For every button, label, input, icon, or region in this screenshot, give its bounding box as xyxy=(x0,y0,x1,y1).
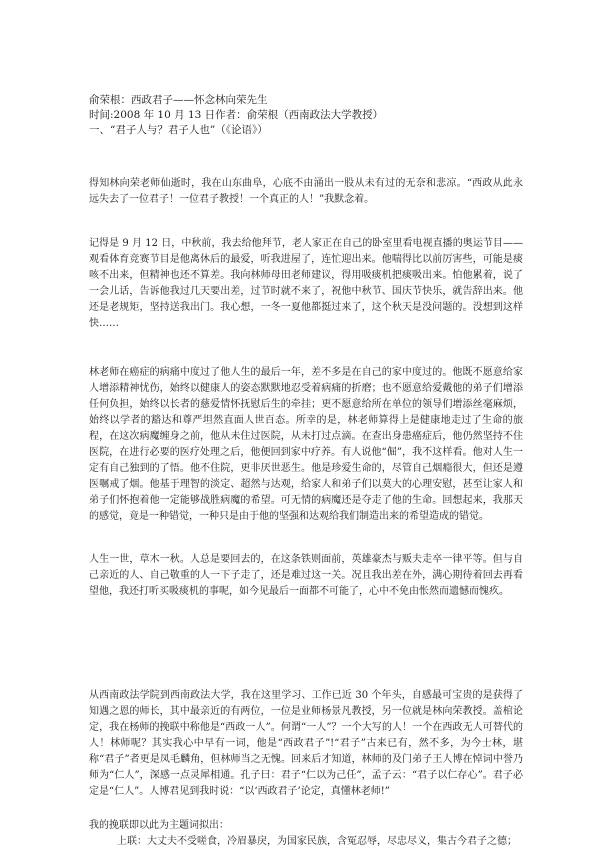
paragraph-5-group xyxy=(89,688,523,850)
article-title: 俞荣根：西政君子——怀念林向荣先生 xyxy=(89,94,268,106)
paragraph-5: 从西南政法学院到西南政法大学，我在这里学习、工作已近 30 个年头，自感最可宝贵的是获得了知遇之恩的师长，其中最亲近的有两位，一位是业师杨景凡教授，另一位就是林向荣教授。盖棺论定，我在杨师的挽联中称他是“西政一人”。何谓“一人”？一个大写的人！一个在西政无人可替代的人！林师呢？其实我心中早有一词，他是“西政君子”!“君子”古来已有，然不多，为今士林，堪称“君子”者更是凤毛麟角，但林师当之无愧。回来后才知道，林师的及门弟子王人博在悼词中誉乃师为“仁人”，深感一点灵犀相通。孔子曰：君子“仁以为己任”，孟子云：“君子以仁存心”。君子必定是“仁人”。人博君见到我时说：“以‘西政君子’论定，真懂林老师!” xyxy=(89,690,523,797)
elegy-intro: 我的挽联即以此为主题词拟出： xyxy=(89,820,229,831)
article-meta: 时间:2008 年 10 月 13 日作者：俞荣根（西南政法大学教授） xyxy=(89,109,384,121)
article-header xyxy=(89,93,529,138)
paragraph-3: 林老师在癌症的病痛中度过了他人生的最后一年，差不多是在自己的家中度过的。他既不愿意给家人增添精神忧伤，始终以健康人的姿态默默地忍受着病痛的折磨；也不愿意给爱戴他的弟子们增添任何负担，始终以长者的慈爱情怀抚慰后生的牵挂；更不愿意给所在单位的领导们增添丝毫麻烦，始终以学者的豁达和尊严坦然直面人世百态。所幸的是，林老师算得上是健康地走过了生命的旅程，在这次病魔缠身之前，他从未住过医院，从未打过点滴。在查出身患癌症后，他仍然坚持不住医院，在进行必要的医疗处理之后，他便回到家中疗养。有人说他“倔”，我不这样看。他对人生一定有自己独到的了悟。他不住院，更非厌世恶生。他是珍爱生命的，尽管自己烟瘾很大，但还是遵医嘱戒了烟。他基于理智的淡定、超然与达观，给家人和弟子们以莫大的心理安慰，甚至让家人和弟子们怀抱着他一定能够战胜病魔的希望。可无情的病魔还是夺走了他的生命。回想起来，我那天的感觉，竟是一种错觉，一种只是由于他的坚强和达观给我们制造出来的希望造成的错觉。 xyxy=(89,367,523,522)
paragraph-1: 得知林向荣老师仙逝时，我在山东曲阜，心底不由涌出一股从未有过的无奈和悲凉。“西政从此永远失去了一位君子！一位君子教授！一个真正的人！”我默念着。 xyxy=(89,178,523,205)
paragraph-2: 记得是 9 月 12 日，中秋前，我去给他拜节，老人家正在自己的卧室里看电视直播的奥运节目——观看体育竞赛节目是他离休后的最爱，听我进屋了，连忙迎出来。他喘得比以前厉害些，可能是痰咳不出来，但精神也还不算差。我向林师母田老师建议，得用吸痰机把痰吸出来。怕他累着，说了一会儿话，告诉他我过几天要出差，过节时就不来了，祝他中秋节、国庆节快乐，就告辞出来。他还是老规矩，坚持送我出门。我心想，一冬一夏他都挺过来了，这个秋天是没问题的。没想到这样快…… xyxy=(89,238,523,329)
paragraph-4: 人生一世，草木一秋。人总是要回去的，在这条铁则面前，英雄豪杰与贩夫走卒一律平等。但与自己亲近的人、自己敬重的人一下子走了，还是难过这一关。况且我出差在外，满心期待着回去再看望他，我还打听买吸痰机的事呢，如今见最后一面都不可能了，心中不免由怅然而遗憾而愧疚。 xyxy=(89,554,523,597)
elegy-first-line: 上联：大丈夫不受嗟食，冷眉暴戾，为国家民族，含冤忍辱，尽忠尽义，集古今君子之德； xyxy=(117,836,517,847)
paragraph-spacer xyxy=(89,800,523,818)
section-heading: 一、“君子人与？君子人也”（《论语》） xyxy=(89,124,268,136)
